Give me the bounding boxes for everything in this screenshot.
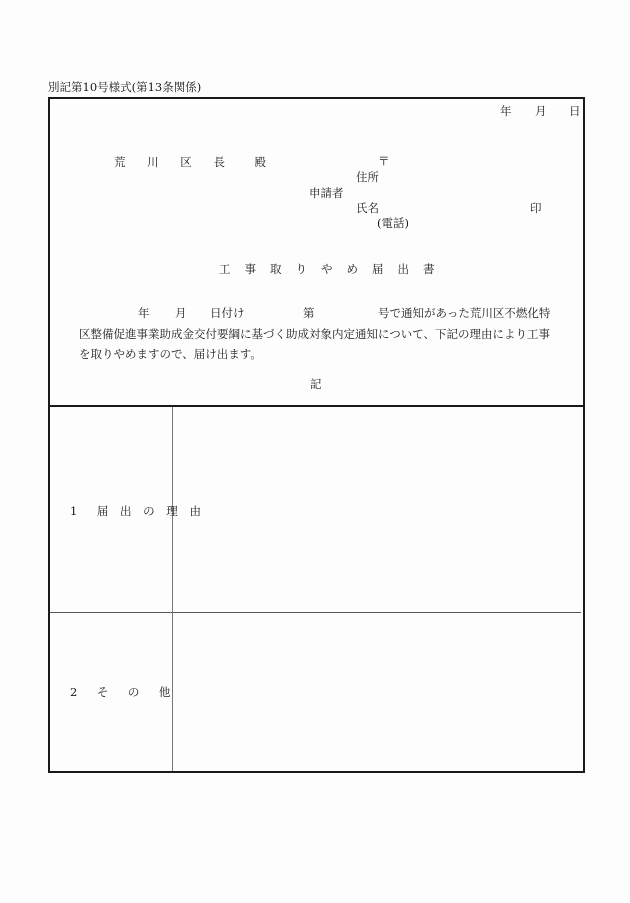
body-dated: 日付け — [210, 306, 245, 320]
name-label: 氏名 — [356, 201, 379, 215]
ki-label: 記 — [310, 377, 322, 391]
date-year-label: 年 — [500, 104, 512, 118]
row-label-reason: 1 届 出 の 理 由 — [70, 504, 205, 518]
body-year: 年 — [138, 306, 150, 320]
form-caption: 別記第10号様式(第13条関係) — [48, 80, 202, 94]
row-label-other: 2 そ の 他 — [70, 685, 175, 699]
phone-label: (電話) — [377, 216, 409, 230]
body-number-prefix: 第 — [303, 306, 315, 320]
body-line3: を取りやめますので、届け出ます。 — [79, 347, 262, 361]
address-label: 住所 — [356, 170, 379, 184]
date-day-label: 日 — [569, 104, 581, 118]
seal-label: 印 — [530, 201, 542, 215]
other-field[interactable] — [174, 614, 581, 769]
applicant-label: 申請者 — [309, 186, 344, 200]
reason-field[interactable] — [174, 408, 581, 612]
body-line1-rest: 号で通知があった荒川区不燃化特 — [378, 306, 551, 320]
postal-mark: 〒 — [378, 154, 390, 168]
body-line2: 区整備促進事業助成金交付要綱に基づく助成対象内定通知について、下記の理由により工事 — [79, 327, 551, 341]
addressee: 荒 川 区 長 殿 — [114, 155, 275, 169]
column-divider — [172, 407, 173, 771]
row-divider — [50, 612, 581, 613]
body-month: 月 — [175, 306, 187, 320]
date-month-label: 月 — [535, 104, 547, 118]
form-title: 工事取りやめ届出書 — [219, 262, 449, 276]
header-divider — [48, 405, 583, 407]
